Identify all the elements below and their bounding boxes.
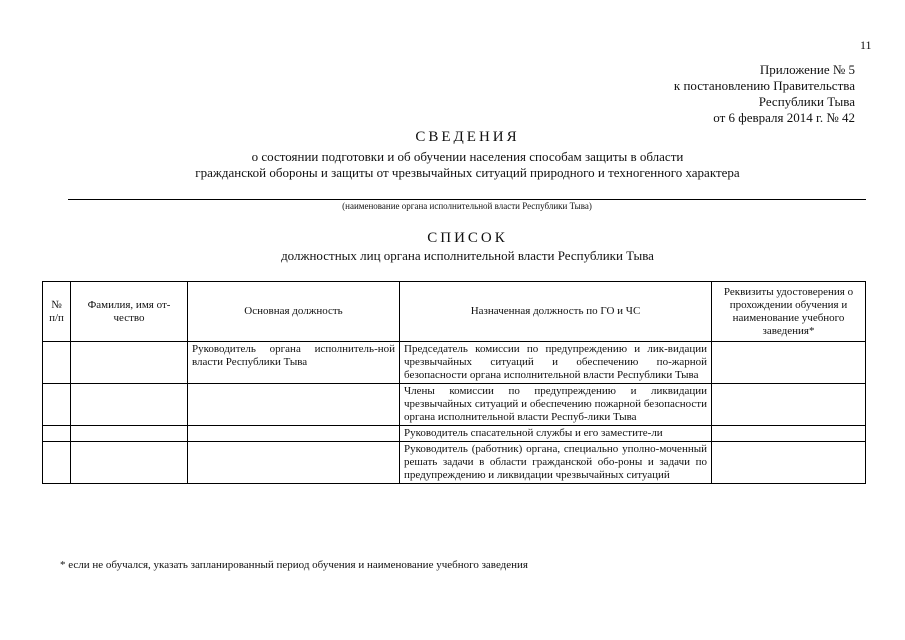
cell-go-position: Председатель комиссии по предупреждению и лик-видации чрезвычайных ситуаций и обеспечению по-жарной безопасности органа исполнительной власти Республики Тыва xyxy=(400,342,712,384)
document-subtitle xyxy=(60,149,875,181)
cell-go-position: Руководитель спасательной службы и его заместите-ли xyxy=(400,426,712,442)
cell-num xyxy=(43,426,71,442)
organization-caption: (наименование органа исполнительной власти Республики Тыва) xyxy=(342,201,592,211)
appendix-line-2: к постановлению Правительства xyxy=(673,78,855,93)
cell-credentials xyxy=(712,342,866,384)
cell-num xyxy=(43,384,71,426)
appendix-line-4: от 6 февраля 2014 г. № 42 xyxy=(713,110,855,125)
table-header-row xyxy=(43,282,866,342)
header-go-position: Назначенная должность по ГО и ЧС xyxy=(400,282,712,342)
cell-position xyxy=(188,442,400,484)
cell-name xyxy=(71,342,188,384)
list-title: СПИСОК xyxy=(427,230,508,246)
cell-position: Руководитель органа исполнитель-ной власти Республики Тыва xyxy=(188,342,400,384)
appendix-block xyxy=(600,62,855,126)
cell-position xyxy=(188,384,400,426)
appendix-line-1: Приложение № 5 xyxy=(759,62,855,77)
header-position: Основная должность xyxy=(188,282,400,342)
subtitle-line-1: о состоянии подготовки и об обучении населения способам защиты в области xyxy=(251,149,684,164)
cell-credentials xyxy=(712,442,866,484)
header-credentials: Реквизиты удостоверения о прохождении обучения и наименование учебного заведения* xyxy=(712,282,866,342)
table-row xyxy=(43,342,866,384)
table-row xyxy=(43,442,866,484)
cell-num xyxy=(43,342,71,384)
page-number: 11 xyxy=(860,38,872,52)
list-subtitle: должностных лиц органа исполнительной власти Республики Тыва xyxy=(281,248,654,263)
cell-position xyxy=(188,426,400,442)
subtitle-line-2: гражданской обороны и защиты от чрезвычайных ситуаций природного и техногенного характера xyxy=(195,165,740,180)
appendix-line-3: Республики Тыва xyxy=(758,94,855,109)
cell-credentials xyxy=(712,384,866,426)
organization-name-line xyxy=(68,199,866,200)
cell-go-position: Члены комиссии по предупреждению и ликвидации чрезвычайных ситуаций и обеспечению пожарной безопасности органа исполнительной власти Респуб-лики Тыва xyxy=(400,384,712,426)
table-row xyxy=(43,384,866,426)
document-title: СВЕДЕНИЯ xyxy=(415,129,520,145)
header-name: Фамилия, имя от-чество xyxy=(71,282,188,342)
cell-name xyxy=(71,426,188,442)
table-row xyxy=(43,426,866,442)
cell-credentials xyxy=(712,426,866,442)
cell-name xyxy=(71,384,188,426)
footnote: * если не обучался, указать запланированный период обучения и наименование учебного заведения xyxy=(60,559,528,571)
cell-num xyxy=(43,442,71,484)
header-num: № п/п xyxy=(43,282,71,342)
cell-name xyxy=(71,442,188,484)
officials-table xyxy=(42,281,866,484)
cell-go-position: Руководитель (работник) органа, специально уполно-моченный решать задачи в области гражданской обо-роны и задачи по предупреждению и ликвидации чрезвычайных ситуаций xyxy=(400,442,712,484)
